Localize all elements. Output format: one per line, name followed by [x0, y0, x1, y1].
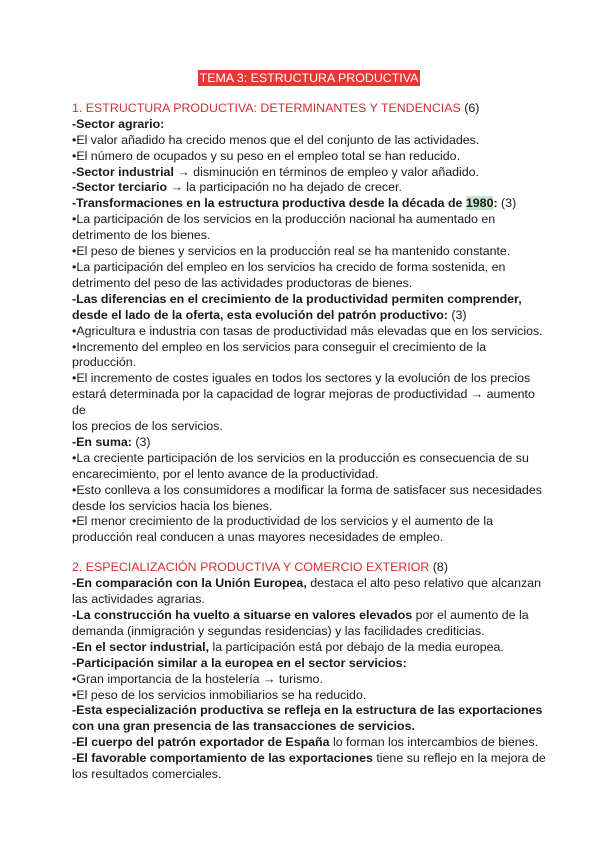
- industrial-2-line: [72, 640, 546, 656]
- agrario-bullet: •El número de ocupados y su peso en el empleo total se han reducido.: [72, 148, 461, 163]
- diferencias-line: [72, 308, 546, 324]
- transf-bullet-cont: detrimento de los bienes.: [72, 228, 211, 243]
- section-2-count: (8): [432, 560, 448, 575]
- cuerpo-label: -El cuerpo del patrón exportador de España: [72, 735, 330, 750]
- transformaciones-line: [72, 196, 546, 212]
- transformaciones-colon: :: [493, 196, 498, 211]
- especializacion-text-a: -Esta especialización productiva se refleja en la estructura de las exportaciones: [72, 703, 543, 718]
- transformaciones-label: -Transformaciones en la estructura productiva desde la década de: [72, 196, 466, 211]
- cuerpo-line: [72, 735, 546, 751]
- section-1-heading: [72, 101, 546, 117]
- industrial-text: → disminución en términos de empleo y valor añadido.: [173, 164, 480, 179]
- diferencias-count: (3): [447, 307, 467, 322]
- favorable-line-cont: los resultados comerciales.: [72, 767, 222, 782]
- agrario-bullet: •El valor añadido ha crecido menos que el del conjunto de las actividades.: [72, 132, 480, 147]
- diferencias-line: [72, 292, 546, 308]
- document-title: TEMA 3: ESTRUCTURA PRODUCTIVA: [199, 71, 419, 85]
- ue-text: destaca el alto peso relativo que alcanzan: [306, 576, 541, 591]
- industrial-2-label: -En el sector industrial,: [72, 639, 210, 654]
- section-gap: [72, 546, 546, 560]
- terciario-text: → la participación no ha dejado de crecer.: [167, 180, 402, 195]
- transf-bullet: •La participación de los servicios en la producción nacional ha aumentado en: [72, 212, 496, 227]
- dif-bullet: •Agricultura e industria con tasas de productividad más elevadas que en los servicios.: [72, 323, 543, 338]
- highlighted-year: 1980: [465, 196, 494, 211]
- cuerpo-text: lo forman los intercambios de bienes.: [329, 735, 539, 750]
- suma-bullet-cont: producción real conducen a unas mayores necesidades de empleo.: [72, 530, 444, 545]
- transf-bullet-cont: detrimento del peso de las actividades productoras de bienes.: [72, 275, 413, 290]
- suma-bullet: •La creciente participación de los servicios en la producción es consecuencia de su: [72, 450, 529, 465]
- suma-bullet: •El menor crecimiento de la productividad de los servicios y el aumento de la: [72, 514, 494, 529]
- terciario-line: [72, 180, 546, 196]
- especializacion-line: [72, 719, 546, 735]
- industrial-line: [72, 165, 546, 181]
- dif-bullet-cont: estará determinada por la capacidad de lograr mejoras de productividad → aumento de: [72, 387, 535, 418]
- diferencias-text-b: desde el lado de la oferta, esta evolución del patrón productivo:: [72, 307, 448, 322]
- ue-label: -En comparación con la Unión Europea,: [72, 576, 307, 591]
- suma-line: [72, 435, 546, 451]
- ue-line: [72, 576, 546, 592]
- section-2-heading-text: 2. ESPECIALIZACIÓN PRODUCTIVA Y COMERCIO EXTERIOR: [72, 560, 430, 575]
- title-wrap: [72, 70, 546, 87]
- favorable-label: -El favorable comportamiento de las exportaciones: [72, 751, 373, 766]
- servicios-line: [72, 656, 546, 672]
- servicios-bullet: •Gran importancia de la hostelería → turismo.: [72, 671, 323, 686]
- dif-bullet: •Incremento del empleo en los servicios para conseguir el crecimiento de la producción.: [72, 339, 487, 370]
- suma-bullet-cont: desde los servicios hacia los bienes.: [72, 498, 273, 513]
- suma-count: (3): [131, 434, 151, 449]
- favorable-text: tiene su reflejo en la mejora de: [372, 751, 546, 766]
- suma-label: -En suma:: [72, 434, 132, 449]
- servicios-bullet: •El peso de los servicios inmobiliarios se ha reducido.: [72, 687, 367, 702]
- transf-bullet: •La participación del empleo en los servicios ha crecido de forma sostenida, en: [72, 259, 506, 274]
- section-2-heading: [72, 560, 546, 576]
- dif-bullet-cont: los precios de los servicios.: [72, 419, 223, 434]
- suma-bullet-cont: encarecimiento, por el lento avance de la productividad.: [72, 466, 379, 481]
- construccion-line: [72, 608, 546, 624]
- suma-bullet: •Esto conlleva a los consumidores a modificar la forma de satisfacer sus necesidades: [72, 482, 542, 497]
- dif-bullet: •El incremento de costes iguales en todos los sectores y la evolución de los precios: [72, 371, 531, 386]
- especializacion-text-b: con una gran presencia de las transacciones de servicios.: [72, 719, 415, 734]
- diferencias-text-a: -Las diferencias en el crecimiento de la productividad permiten comprender,: [72, 291, 522, 306]
- section-1-count: (6): [464, 100, 480, 115]
- servicios-label: -Participación similar a la europea en el sector servicios:: [72, 655, 407, 670]
- agrario-label-text: -Sector agrario:: [72, 116, 165, 131]
- transformaciones-count: (3): [497, 196, 517, 211]
- industrial-2-text: la participación está por debajo de la media europea.: [209, 639, 504, 654]
- terciario-label: -Sector terciario: [72, 180, 168, 195]
- construccion-label: -La construcción ha vuelto a situarse en valores elevados: [72, 608, 413, 622]
- ue-line-cont: las actividades agrarias.: [72, 592, 205, 607]
- construccion-text: por el aumento de la: [412, 608, 529, 622]
- favorable-line: [72, 751, 546, 767]
- construccion-line-cont: demanda (inmigración y segundas residencias) y las facilidades crediticias.: [72, 623, 485, 638]
- especializacion-line: [72, 703, 546, 719]
- industrial-label: -Sector industrial: [72, 164, 174, 179]
- transf-bullet: •El peso de bienes y servicios en la producción real se ha mantenido constante.: [72, 244, 511, 259]
- document-page: [72, 70, 546, 783]
- agrario-label: [72, 117, 546, 133]
- section-1-heading-text: 1. ESTRUCTURA PRODUCTIVA: DETERMINANTES Y TENDENCIAS: [72, 100, 461, 115]
